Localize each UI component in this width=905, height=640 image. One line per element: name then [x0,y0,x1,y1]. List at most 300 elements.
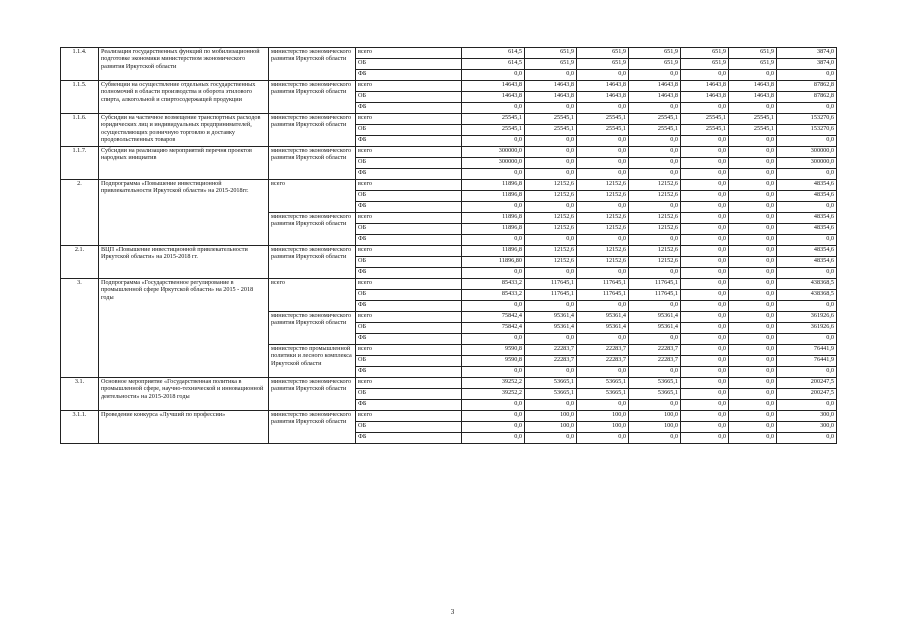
amount-cell: 0,0 [525,268,577,279]
row-code: 1.1.5. [61,81,99,114]
amount-cell: 300000,0 [777,158,837,169]
funding-source: ФБ [356,136,462,147]
row-code: 2. [61,180,99,246]
amount-cell: 0,0 [577,433,629,444]
amount-cell: 25545,1 [629,114,681,125]
table-row [61,114,837,125]
funding-source: ОБ [356,323,462,334]
amount-cell: 25545,1 [729,114,777,125]
amount-cell: 0,0 [681,356,729,367]
amount-cell: 12152,6 [577,213,629,224]
funding-source: всего [356,246,462,257]
row-name: ВЦП «Повышение инвестиционной привлекательности Иркутской области» на 2015-2018 гг. [99,246,269,279]
amount-cell: 0,0 [681,235,729,246]
amount-cell: 117645,1 [525,290,577,301]
amount-cell: 0,0 [777,202,837,213]
amount-cell: 0,0 [777,103,837,114]
row-code: 1.1.4. [61,48,99,81]
amount-cell: 48354,6 [777,246,837,257]
amount-cell: 48354,6 [777,191,837,202]
amount-cell: 12152,6 [525,224,577,235]
amount-cell: 0,0 [681,213,729,224]
amount-cell: 53665,1 [629,378,681,389]
amount-cell: 14643,8 [525,81,577,92]
amount-cell: 0,0 [629,136,681,147]
funding-source: ОБ [356,257,462,268]
amount-cell: 438368,5 [777,279,837,290]
amount-cell: 0,0 [729,103,777,114]
amount-cell: 0,0 [729,169,777,180]
amount-cell: 14643,8 [681,92,729,103]
amount-cell: 0,0 [525,169,577,180]
budget-table [60,47,837,444]
row-name: Проведение конкурса «Лучший по профессии» [99,411,269,444]
amount-cell: 100,0 [525,411,577,422]
amount-cell: 0,0 [577,367,629,378]
responsible-executor: министерство промышленной политики и лесного комплекса Иркутской области [269,345,356,378]
amount-cell: 9590,8 [462,356,525,367]
table-row [61,378,837,389]
amount-cell: 0,0 [681,268,729,279]
amount-cell: 0,0 [681,400,729,411]
amount-cell: 75842,4 [462,323,525,334]
amount-cell: 651,9 [681,48,729,59]
amount-cell: 300000,0 [777,147,837,158]
amount-cell: 0,0 [462,422,525,433]
amount-cell: 0,0 [729,224,777,235]
amount-cell: 0,0 [577,235,629,246]
amount-cell: 200247,5 [777,378,837,389]
funding-source: ОБ [356,92,462,103]
amount-cell: 0,0 [577,158,629,169]
amount-cell: 0,0 [681,411,729,422]
amount-cell: 12152,6 [577,191,629,202]
amount-cell: 39252,2 [462,389,525,400]
amount-cell: 0,0 [729,433,777,444]
amount-cell: 0,0 [525,367,577,378]
funding-source: ФБ [356,268,462,279]
amount-cell: 0,0 [681,290,729,301]
amount-cell: 0,0 [729,411,777,422]
amount-cell: 14643,8 [681,81,729,92]
amount-cell: 0,0 [729,389,777,400]
responsible-executor: всего [269,180,356,213]
row-name: Подпрограмма «Повышение инвестиционной привлекательности Иркутской области» на 2015-2018гг. [99,180,269,246]
funding-source: ФБ [356,70,462,81]
amount-cell: 0,0 [462,235,525,246]
funding-source: ОБ [356,290,462,301]
funding-source: всего [356,147,462,158]
amount-cell: 12152,6 [629,246,681,257]
amount-cell: 117645,1 [629,279,681,290]
amount-cell: 0,0 [681,246,729,257]
responsible-executor: министерство экономического развития Иркутской области [269,246,356,279]
amount-cell: 95361,4 [629,312,681,323]
amount-cell: 0,0 [462,433,525,444]
amount-cell: 0,0 [681,158,729,169]
amount-cell: 0,0 [525,334,577,345]
amount-cell: 651,9 [525,59,577,70]
amount-cell: 651,9 [729,59,777,70]
amount-cell: 0,0 [729,70,777,81]
funding-source: ФБ [356,301,462,312]
amount-cell: 14643,8 [629,92,681,103]
amount-cell: 0,0 [729,345,777,356]
row-name: Субсидии на реализацию мероприятий перечня проектов народных инициатив [99,147,269,180]
amount-cell: 614,5 [462,48,525,59]
amount-cell: 0,0 [681,202,729,213]
amount-cell: 12152,6 [525,246,577,257]
amount-cell: 0,0 [629,433,681,444]
amount-cell: 300000,0 [462,147,525,158]
amount-cell: 651,9 [629,59,681,70]
amount-cell: 0,0 [729,378,777,389]
amount-cell: 0,0 [462,103,525,114]
row-name: Субсидии на частичное возмещение транспортных расходов юридических лиц и индивидуальных предпринимателей, осуществляющих розничную торговлю и доставку продовольственных товаров [99,114,269,147]
amount-cell: 0,0 [525,433,577,444]
amount-cell: 0,0 [777,70,837,81]
amount-cell: 0,0 [681,257,729,268]
amount-cell: 0,0 [729,213,777,224]
amount-cell: 0,0 [681,422,729,433]
amount-cell: 200247,5 [777,389,837,400]
amount-cell: 0,0 [462,301,525,312]
amount-cell: 14643,8 [462,92,525,103]
page-number: 3 [450,608,455,616]
funding-source: ФБ [356,367,462,378]
amount-cell: 22283,7 [577,356,629,367]
amount-cell: 361926,6 [777,312,837,323]
amount-cell: 87862,8 [777,81,837,92]
amount-cell: 0,0 [681,103,729,114]
funding-source: всего [356,312,462,323]
amount-cell: 614,5 [462,59,525,70]
amount-cell: 117645,1 [525,279,577,290]
funding-source: ОБ [356,158,462,169]
funding-source: ФБ [356,103,462,114]
amount-cell: 39252,2 [462,378,525,389]
amount-cell: 100,0 [629,411,681,422]
amount-cell: 0,0 [525,70,577,81]
funding-source: ОБ [356,125,462,136]
amount-cell: 3874,0 [777,59,837,70]
amount-cell: 0,0 [729,301,777,312]
row-code: 3. [61,279,99,378]
amount-cell: 53665,1 [629,389,681,400]
funding-source: всего [356,411,462,422]
amount-cell: 0,0 [462,367,525,378]
amount-cell: 651,9 [629,48,681,59]
row-name: Реализация государственных функций по мобилизационной подготовке экономики министерством экономического развития Иркутской области [99,48,269,81]
amount-cell: 85433,2 [462,290,525,301]
amount-cell: 0,0 [681,433,729,444]
funding-source: всего [356,81,462,92]
amount-cell: 25545,1 [577,114,629,125]
responsible-executor: министерство экономического развития Иркутской области [269,312,356,345]
amount-cell: 0,0 [729,180,777,191]
responsible-executor: министерство экономического развития Иркутской области [269,114,356,147]
amount-cell: 0,0 [629,268,681,279]
funding-source: всего [356,345,462,356]
amount-cell: 11896,80 [462,257,525,268]
amount-cell: 12152,6 [629,213,681,224]
amount-cell: 0,0 [777,334,837,345]
amount-cell: 100,0 [577,411,629,422]
funding-source: всего [356,213,462,224]
amount-cell: 25545,1 [681,125,729,136]
amount-cell: 0,0 [681,70,729,81]
amount-cell: 0,0 [777,235,837,246]
table-row [61,180,837,191]
amount-cell: 14643,8 [577,81,629,92]
amount-cell: 651,9 [577,48,629,59]
amount-cell: 117645,1 [577,279,629,290]
funding-source: ОБ [356,191,462,202]
amount-cell: 0,0 [681,224,729,235]
amount-cell: 9590,8 [462,345,525,356]
amount-cell: 0,0 [729,235,777,246]
amount-cell: 153270,6 [777,114,837,125]
amount-cell: 0,0 [629,103,681,114]
funding-source: ФБ [356,169,462,180]
amount-cell: 0,0 [729,158,777,169]
amount-cell: 25545,1 [681,114,729,125]
amount-cell: 95361,4 [577,323,629,334]
amount-cell: 0,0 [777,268,837,279]
amount-cell: 0,0 [681,367,729,378]
amount-cell: 25545,1 [525,114,577,125]
funding-source: ОБ [356,389,462,400]
amount-cell: 0,0 [525,400,577,411]
amount-cell: 12152,6 [525,180,577,191]
amount-cell: 0,0 [629,334,681,345]
amount-cell: 14643,8 [729,81,777,92]
amount-cell: 12152,6 [577,180,629,191]
funding-source: ФБ [356,235,462,246]
funding-source: всего [356,48,462,59]
amount-cell: 0,0 [629,158,681,169]
amount-cell: 0,0 [729,290,777,301]
amount-cell: 48354,6 [777,213,837,224]
amount-cell: 0,0 [577,268,629,279]
amount-cell: 651,9 [729,48,777,59]
amount-cell: 48354,6 [777,257,837,268]
amount-cell: 12152,6 [629,180,681,191]
funding-source: ФБ [356,400,462,411]
amount-cell: 0,0 [729,367,777,378]
amount-cell: 76441,9 [777,345,837,356]
amount-cell: 0,0 [681,169,729,180]
amount-cell: 85433,2 [462,279,525,290]
amount-cell: 0,0 [681,323,729,334]
amount-cell: 25545,1 [462,125,525,136]
table-row [61,48,837,59]
amount-cell: 12152,6 [525,257,577,268]
responsible-executor: министерство экономического развития Иркутской области [269,81,356,114]
amount-cell: 0,0 [462,268,525,279]
funding-source: всего [356,180,462,191]
amount-cell: 0,0 [629,235,681,246]
responsible-executor: министерство экономического развития Иркутской области [269,48,356,81]
funding-source: всего [356,114,462,125]
amount-cell: 0,0 [629,367,681,378]
amount-cell: 11896,8 [462,191,525,202]
amount-cell: 0,0 [729,400,777,411]
amount-cell: 0,0 [729,147,777,158]
amount-cell: 11896,8 [462,213,525,224]
responsible-executor: министерство экономического развития Иркутской области [269,378,356,411]
amount-cell: 53665,1 [577,378,629,389]
amount-cell: 0,0 [462,202,525,213]
amount-cell: 0,0 [729,279,777,290]
amount-cell: 0,0 [777,169,837,180]
amount-cell: 12152,6 [577,246,629,257]
amount-cell: 300,0 [777,411,837,422]
amount-cell: 0,0 [681,191,729,202]
amount-cell: 0,0 [729,202,777,213]
amount-cell: 0,0 [525,301,577,312]
amount-cell: 0,0 [629,147,681,158]
amount-cell: 651,9 [525,48,577,59]
amount-cell: 0,0 [462,136,525,147]
amount-cell: 0,0 [629,301,681,312]
amount-cell: 0,0 [681,378,729,389]
amount-cell: 0,0 [462,70,525,81]
amount-cell: 0,0 [681,180,729,191]
row-name: Субвенции на осуществление отдельных государственных полномочий в области производства и оборота этилового спирта, алкогольной и спиртосодержащей продукции [99,81,269,114]
amount-cell: 300,0 [777,422,837,433]
amount-cell: 0,0 [729,136,777,147]
amount-cell: 3874,0 [777,48,837,59]
amount-cell: 22283,7 [525,345,577,356]
responsible-executor: министерство экономического развития Иркутской области [269,213,356,246]
amount-cell: 95361,4 [577,312,629,323]
table-row [61,246,837,257]
amount-cell: 117645,1 [577,290,629,301]
amount-cell: 0,0 [681,389,729,400]
amount-cell: 25545,1 [577,125,629,136]
amount-cell: 100,0 [577,422,629,433]
amount-cell: 0,0 [577,169,629,180]
row-code: 1.1.6. [61,114,99,147]
funding-source: всего [356,279,462,290]
amount-cell: 0,0 [729,268,777,279]
amount-cell: 0,0 [525,202,577,213]
amount-cell: 0,0 [577,103,629,114]
amount-cell: 0,0 [462,334,525,345]
responsible-executor: всего [269,279,356,312]
amount-cell: 117645,1 [629,290,681,301]
amount-cell: 87862,8 [777,92,837,103]
amount-cell: 75842,4 [462,312,525,323]
amount-cell: 0,0 [681,301,729,312]
amount-cell: 0,0 [681,147,729,158]
responsible-executor: министерство экономического развития Иркутской области [269,411,356,444]
amount-cell: 0,0 [577,147,629,158]
amount-cell: 95361,4 [525,323,577,334]
amount-cell: 0,0 [729,356,777,367]
funding-source: ФБ [356,202,462,213]
row-code: 3.1. [61,378,99,411]
funding-source: ОБ [356,422,462,433]
amount-cell: 0,0 [577,136,629,147]
row-code: 2.1. [61,246,99,279]
amount-cell: 12152,6 [629,224,681,235]
row-code: 1.1.7. [61,147,99,180]
amount-cell: 25545,1 [629,125,681,136]
amount-cell: 0,0 [777,400,837,411]
amount-cell: 14643,8 [729,92,777,103]
table-row [61,81,837,92]
amount-cell: 12152,6 [577,224,629,235]
amount-cell: 0,0 [629,400,681,411]
amount-cell: 300000,0 [462,158,525,169]
amount-cell: 22283,7 [629,345,681,356]
amount-cell: 95361,4 [629,323,681,334]
amount-cell: 25545,1 [525,125,577,136]
amount-cell: 0,0 [681,136,729,147]
amount-cell: 95361,4 [525,312,577,323]
amount-cell: 0,0 [681,279,729,290]
amount-cell: 12152,6 [629,257,681,268]
amount-cell: 0,0 [577,202,629,213]
amount-cell: 12152,6 [577,257,629,268]
amount-cell: 53665,1 [577,389,629,400]
row-name: Подпрограмма «Государственное регулирование в промышленной сфере Иркутской области» на 2015 - 2018 годы [99,279,269,378]
funding-source: ФБ [356,433,462,444]
amount-cell: 100,0 [525,422,577,433]
funding-source: ОБ [356,59,462,70]
amount-cell: 0,0 [462,411,525,422]
amount-cell: 48354,6 [777,180,837,191]
amount-cell: 651,9 [681,59,729,70]
amount-cell: 53665,1 [525,389,577,400]
amount-cell: 0,0 [525,136,577,147]
table-row [61,411,837,422]
amount-cell: 14643,8 [525,92,577,103]
amount-cell: 0,0 [777,367,837,378]
amount-cell: 22283,7 [629,356,681,367]
amount-cell: 100,0 [629,422,681,433]
amount-cell: 0,0 [577,301,629,312]
table-row [61,279,837,290]
amount-cell: 0,0 [525,158,577,169]
amount-cell: 48354,6 [777,224,837,235]
amount-cell: 0,0 [629,169,681,180]
funding-source: ФБ [356,334,462,345]
amount-cell: 0,0 [681,345,729,356]
amount-cell: 14643,8 [577,92,629,103]
amount-cell: 0,0 [462,169,525,180]
row-code: 3.1.1. [61,411,99,444]
amount-cell: 0,0 [729,312,777,323]
amount-cell: 0,0 [729,246,777,257]
budget-table-body [61,48,837,444]
amount-cell: 12152,6 [629,191,681,202]
amount-cell: 0,0 [777,136,837,147]
funding-source: ОБ [356,224,462,235]
amount-cell: 14643,8 [629,81,681,92]
row-name: Основное мероприятие «Государственная политика в промышленной сфере, научно-технической и инновационной деятельности» на 2015-2018 годы [99,378,269,411]
amount-cell: 0,0 [729,191,777,202]
amount-cell: 11896,8 [462,224,525,235]
amount-cell: 0,0 [777,301,837,312]
amount-cell: 438368,5 [777,290,837,301]
amount-cell: 12152,6 [525,213,577,224]
funding-source: всего [356,378,462,389]
amount-cell: 0,0 [777,433,837,444]
amount-cell: 0,0 [729,422,777,433]
